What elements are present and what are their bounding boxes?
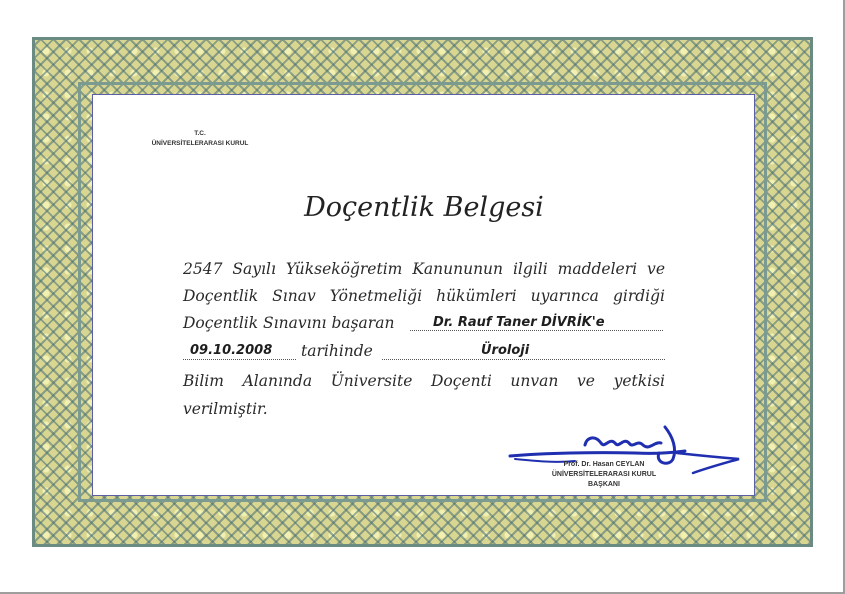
body-line-1: 2547 Sayılı Yükseköğretim Kanununun ilgili maddeleri ve <box>183 260 665 278</box>
signer-org: ÜNİVERSİTELERARASI KURUL <box>551 471 657 478</box>
recipient-name-field <box>433 315 605 330</box>
body-line-6: verilmiştir. <box>183 400 268 418</box>
field-of-study: Üroloji <box>481 343 530 358</box>
date-suffix: tarihinde <box>301 342 373 360</box>
recipient-name: Dr. Rauf Taner DİVRİK <box>433 315 592 330</box>
field-dotted-line <box>382 358 665 360</box>
date-dotted-line <box>183 358 296 360</box>
exam-date: 09.10.2008 <box>190 343 273 358</box>
issuer-name: ÜNİVERSİTELERARASI KURUL <box>151 140 249 147</box>
certificate-title: Doçentlik Belgesi <box>304 192 544 223</box>
issuer-block <box>140 129 260 149</box>
signer-role: BAŞKANI <box>588 481 620 488</box>
signer-block <box>534 460 674 490</box>
line3-prefix: Doçentlik Sınavını başaran <box>183 314 395 332</box>
recipient-name-suffix: 'e <box>591 315 605 330</box>
body-line-3 <box>183 314 394 332</box>
issuer-country: T.C. <box>194 130 206 137</box>
signer-name: Prof. Dr. Hasan CEYLAN <box>563 461 645 468</box>
body-line-5: Bilim Alanında Üniversite Doçenti unvan ve yetkisi <box>183 372 665 390</box>
body-line-2: Doçentlik Sınav Yönetmeliği hükümleri uyarınca girdiği <box>183 287 665 305</box>
